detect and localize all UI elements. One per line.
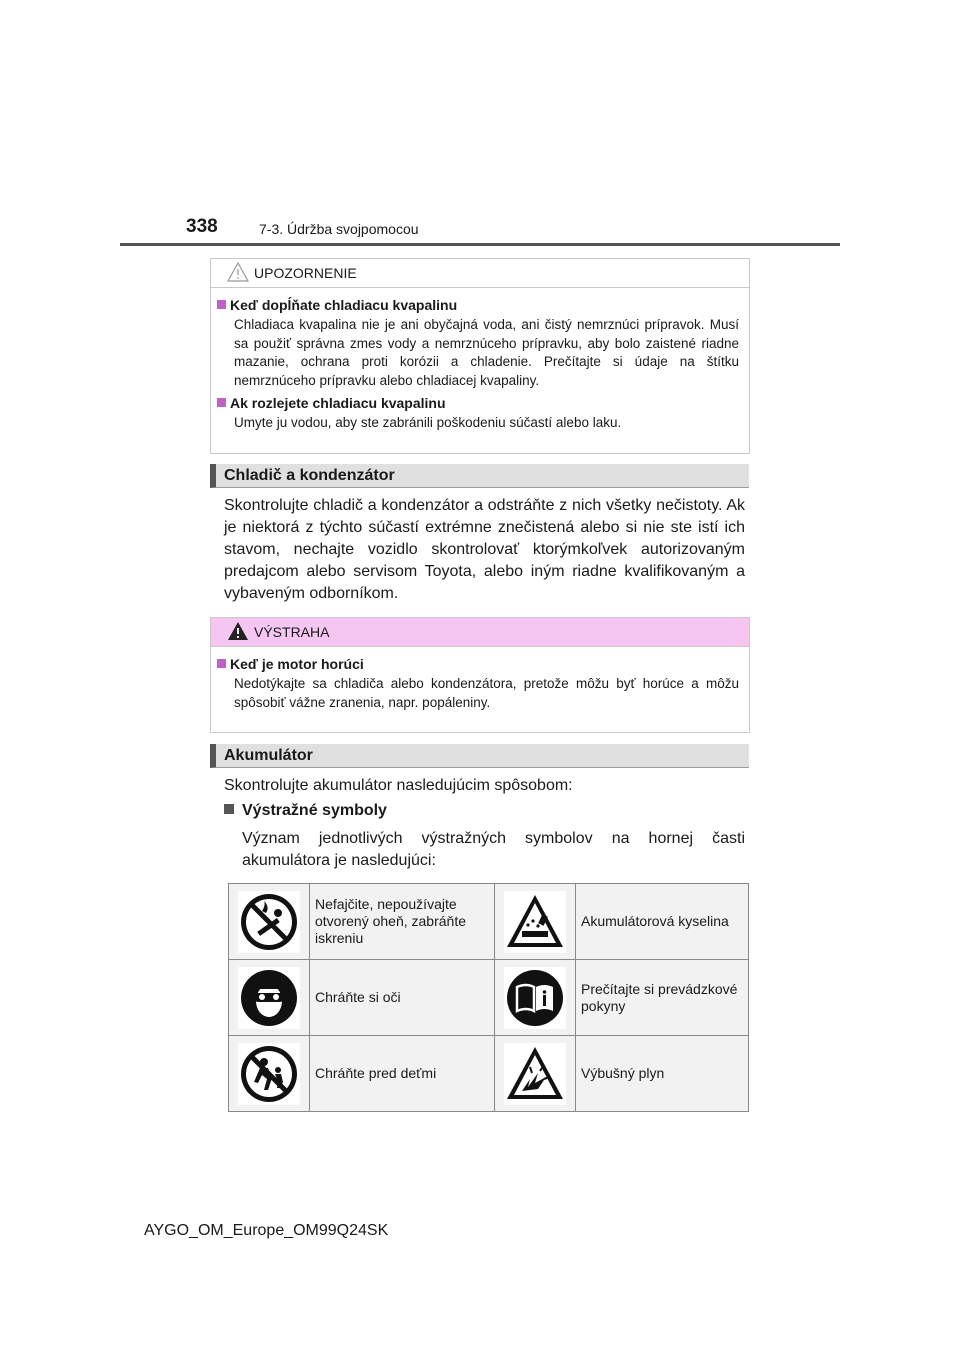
bullet-square-icon: [217, 659, 226, 668]
bullet-square-icon: [217, 300, 226, 309]
warning-label: VÝSTRAHA: [254, 624, 330, 640]
table-row: [229, 960, 749, 1036]
battery-intro: Skontrolujte akumulátor nasledujúcim spôsobom:: [224, 777, 573, 794]
subsection-text: Význam jednotlivých výstražných symbolov na hornej časti akumulátora je nasledujúci:: [242, 830, 745, 869]
keep-away-children-icon: [238, 1043, 300, 1105]
section-heading-radiator: Chladič a kondenzátor: [210, 464, 749, 488]
table-row: [229, 884, 749, 960]
table-row: [229, 1036, 749, 1112]
symbol-label: Nefajčite, nepoužívajte otvorený oheň, zabráňte iskreniu: [310, 884, 495, 960]
section-heading-battery: Akumulátor: [210, 744, 749, 768]
read-instructions-icon: [504, 967, 566, 1029]
symbol-label: Chráňte pred deťmi: [310, 1036, 495, 1112]
radiator-paragraph: Skontrolujte chladič a kondenzátor a odstráňte z nich všetky nečistoty. Ak je niektorá z týchto súčastí extrémne znečistená alebo si nie ste istí ich stavom, nechajte vozidlo skontrolovať ktorýmkoľvek autorizovaným predajcom alebo servisom Toyota, alebo iným riadne kvalifikovaným a vybaveným odborníkom.: [224, 497, 745, 602]
symbol-label: Prečítajte si prevádzkové pokyny: [576, 960, 749, 1036]
bullet-square-icon: [224, 804, 234, 814]
battery-acid-icon: [504, 891, 566, 953]
symbol-label: Chráňte si oči: [310, 960, 495, 1036]
page-number: 338: [186, 216, 218, 237]
caution-triangle-icon: [227, 262, 249, 282]
bullet-square-icon: [217, 398, 226, 407]
warning-box: [210, 617, 750, 733]
warning-item-text: Nedotýkajte sa chladiča alebo kondenzátora, pretože môžu byť horúce a môžu spôsobiť vážne zranenia, napr. popáleniny.: [234, 676, 739, 710]
caution-item-title: Keď dopĺňate chladiacu kvapalinu: [217, 296, 739, 314]
subsection-title: Výstražné symboly: [224, 802, 387, 820]
eye-protection-icon: [238, 967, 300, 1029]
warning-item-title: Keď je motor horúci: [217, 655, 739, 673]
caution-item-text: Umyte ju vodou, aby ste zabránili poškodeniu súčastí alebo laku.: [234, 415, 622, 430]
symbols-table: [228, 883, 749, 1112]
warning-triangle-icon: [227, 621, 249, 641]
footer-code: AYGO_OM_Europe_OM99Q24SK: [144, 1222, 389, 1239]
explosive-gas-icon: [504, 1043, 566, 1105]
warning-header: [211, 618, 749, 647]
caution-label: UPOZORNENIE: [254, 265, 357, 281]
symbol-label: Akumulátorová kyselina: [576, 884, 749, 960]
caution-item-text: Chladiaca kvapalina nie je ani obyčajná voda, ani čistý nemrznúci prípravok. Musí sa použiť správna zmes vody a nemrznúceho prípravku, aby bolo zaistené riadne mazanie, ochrana proti korózii a chladenie. Prečítajte si údaje na štítku nemrznúceho prípravku alebo chladiacej kvapaliny.: [234, 317, 739, 388]
caution-item-title: Ak rozlejete chladiacu kvapalinu: [217, 394, 739, 412]
header-rule: [120, 243, 840, 246]
no-smoking-icon: [238, 891, 300, 953]
section-title: 7-3. Údržba svojpomocou: [259, 221, 419, 237]
caution-header: [211, 259, 749, 288]
caution-box: [210, 258, 750, 454]
symbol-label: Výbušný plyn: [576, 1036, 749, 1112]
